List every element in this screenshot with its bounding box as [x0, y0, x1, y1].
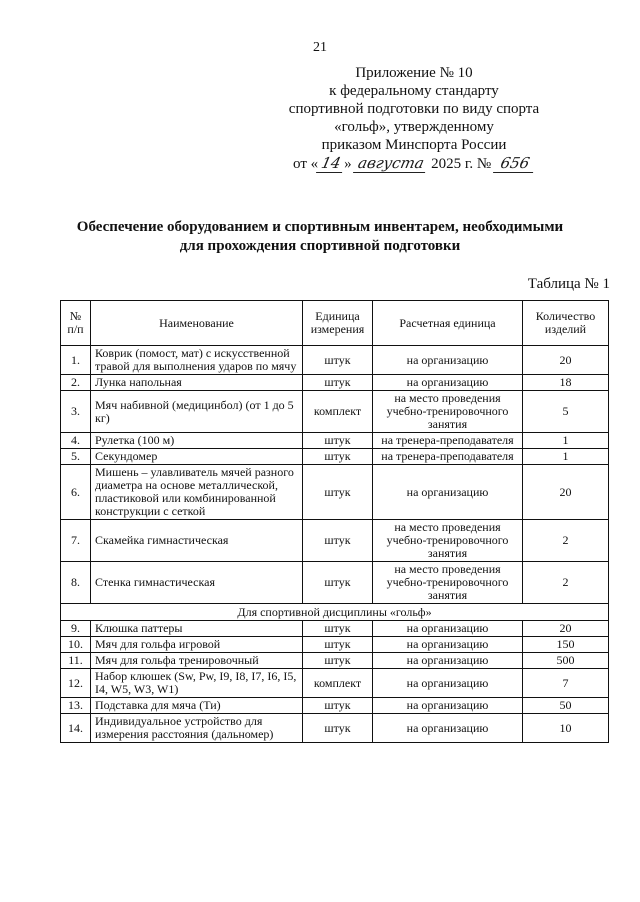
row-quantity: 20 [523, 346, 609, 375]
row-name: Мяч набивной (медицинбол) (от 1 до 5 кг) [91, 391, 303, 433]
row-quantity: 5 [523, 391, 609, 433]
row-calc-unit: на место проведения учебно-тренировочного занятия [373, 562, 523, 604]
appendix-line-1: Приложение № 10 [355, 65, 473, 81]
equipment-table [60, 300, 609, 743]
table-body-golf [61, 621, 609, 743]
table-row [61, 375, 609, 391]
row-number: 11. [61, 653, 91, 669]
row-name: Индивидуальное устройство для измерения расстояния (дальномер) [91, 714, 303, 743]
row-quantity: 50 [523, 698, 609, 714]
appendix-date-line [254, 154, 574, 173]
row-number: 3. [61, 391, 91, 433]
row-unit: штук [303, 520, 373, 562]
table-row [61, 391, 609, 433]
table-row [61, 449, 609, 465]
row-name: Мишень – улавливатель мячей разного диаметра на основе металлической, пластиковой или комбинированной конструкции с сеткой [91, 465, 303, 520]
table-row [61, 637, 609, 653]
row-quantity: 1 [523, 433, 609, 449]
row-number: 4. [61, 433, 91, 449]
row-quantity: 20 [523, 465, 609, 520]
appendix-line-5: приказом Минспорта России [321, 137, 507, 153]
row-quantity: 500 [523, 653, 609, 669]
row-number: 8. [61, 562, 91, 604]
handwritten-day: 14 [316, 154, 346, 173]
row-calc-unit: на место проведения учебно-тренировочного занятия [373, 391, 523, 433]
row-calc-unit: на организацию [373, 637, 523, 653]
appendix-block [254, 64, 574, 173]
row-calc-unit: на тренера-преподавателя [373, 449, 523, 465]
handwritten-month: августа [353, 154, 429, 173]
date-year: 2025 г. № [431, 156, 492, 172]
row-quantity: 20 [523, 621, 609, 637]
row-calc-unit: на место проведения учебно-тренировочного занятия [373, 520, 523, 562]
row-name: Рулетка (100 м) [91, 433, 303, 449]
row-number: 6. [61, 465, 91, 520]
date-quote-close: » [344, 156, 352, 172]
row-calc-unit: на организацию [373, 465, 523, 520]
row-name: Скамейка гимнастическая [91, 520, 303, 562]
row-unit: штук [303, 714, 373, 743]
table-row [61, 714, 609, 743]
row-name: Подставка для мяча (Ти) [91, 698, 303, 714]
row-unit: штук [303, 637, 373, 653]
row-quantity: 18 [523, 375, 609, 391]
table-row [61, 669, 609, 698]
row-unit: штук [303, 449, 373, 465]
section-title: Для спортивной дисциплины «гольф» [61, 604, 609, 621]
table-row [61, 465, 609, 520]
row-quantity: 2 [523, 562, 609, 604]
row-calc-unit: на организацию [373, 375, 523, 391]
row-quantity: 1 [523, 449, 609, 465]
row-unit: штук [303, 433, 373, 449]
row-number: 14. [61, 714, 91, 743]
row-name: Лунка напольная [91, 375, 303, 391]
table-header-row [61, 301, 609, 346]
row-name: Мяч для гольфа тренировочный [91, 653, 303, 669]
header-unit: Единица измерения [303, 301, 373, 346]
row-number: 9. [61, 621, 91, 637]
header-name: Наименование [91, 301, 303, 346]
row-calc-unit: на тренера-преподавателя [373, 433, 523, 449]
row-number: 1. [61, 346, 91, 375]
row-unit: штук [303, 465, 373, 520]
row-number: 5. [61, 449, 91, 465]
row-unit: штук [303, 621, 373, 637]
row-name: Клюшка паттеры [91, 621, 303, 637]
row-unit: штук [303, 653, 373, 669]
header-qty: Количество изделий [523, 301, 609, 346]
appendix-line-2: к федеральному стандарту [329, 83, 499, 99]
header-calc: Расчетная единица [373, 301, 523, 346]
page-number: 21 [313, 40, 327, 55]
row-number: 7. [61, 520, 91, 562]
row-quantity: 150 [523, 637, 609, 653]
row-name: Стенка гимнастическая [91, 562, 303, 604]
table-label: Таблица № 1 [527, 276, 610, 292]
header-num: № п/п [61, 301, 91, 346]
appendix-line-3: спортивной подготовки по виду спорта [288, 101, 540, 117]
handwritten-order-number: 656 [493, 154, 537, 173]
date-prefix: от « [293, 156, 319, 172]
row-unit: штук [303, 698, 373, 714]
row-unit: комплект [303, 391, 373, 433]
row-calc-unit: на организацию [373, 698, 523, 714]
row-number: 12. [61, 669, 91, 698]
row-name: Коврик (помост, мат) с искусственной травой для выполнения ударов по мячу [91, 346, 303, 375]
appendix-line-4: «гольф», утвержденному [334, 119, 494, 135]
title-line-2: для прохождения спортивной подготовки [179, 238, 461, 254]
row-name: Секундомер [91, 449, 303, 465]
document-title [40, 218, 600, 256]
table-row [61, 621, 609, 637]
table-row [61, 433, 609, 449]
row-unit: штук [303, 562, 373, 604]
row-calc-unit: на организацию [373, 669, 523, 698]
table-row [61, 520, 609, 562]
row-calc-unit: на организацию [373, 653, 523, 669]
row-unit: штук [303, 346, 373, 375]
table-row [61, 698, 609, 714]
row-unit: комплект [303, 669, 373, 698]
title-line-1: Обеспечение оборудованием и спортивным инвентарем, необходимыми [76, 219, 564, 235]
row-name: Набор клюшек (Sw, Pw, I9, I8, I7, I6, I5, I4, W5, W3, W1) [91, 669, 303, 698]
table-row [61, 346, 609, 375]
row-calc-unit: на организацию [373, 714, 523, 743]
table-row [61, 653, 609, 669]
section-row [61, 604, 609, 621]
row-unit: штук [303, 375, 373, 391]
row-number: 10. [61, 637, 91, 653]
row-quantity: 2 [523, 520, 609, 562]
row-calc-unit: на организацию [373, 621, 523, 637]
row-quantity: 10 [523, 714, 609, 743]
row-name: Мяч для гольфа игровой [91, 637, 303, 653]
row-number: 2. [61, 375, 91, 391]
table-body-general [61, 346, 609, 604]
row-calc-unit: на организацию [373, 346, 523, 375]
row-quantity: 7 [523, 669, 609, 698]
row-number: 13. [61, 698, 91, 714]
table-row [61, 562, 609, 604]
